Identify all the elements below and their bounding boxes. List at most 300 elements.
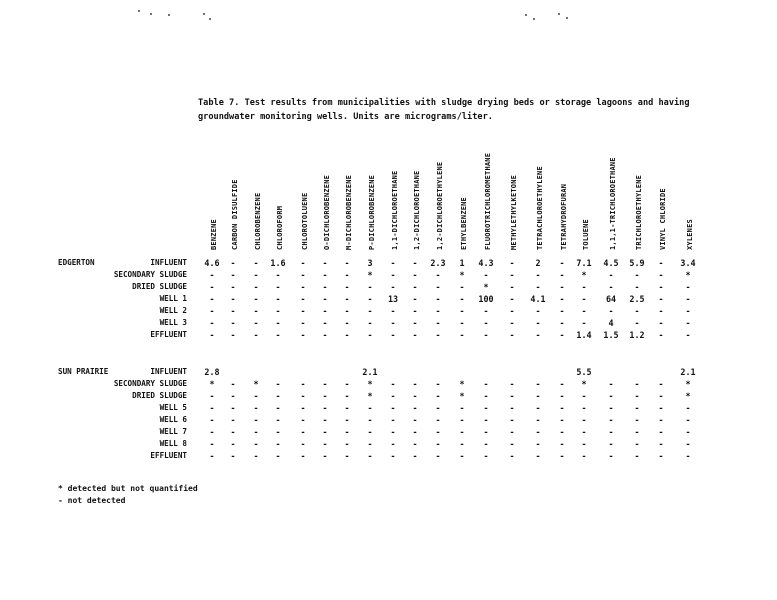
table-cell: - xyxy=(535,379,541,389)
table-cell: - xyxy=(322,403,328,413)
column-header: 1,2-DICHLOROETHYLENE xyxy=(436,161,444,250)
table-cell: - xyxy=(658,282,664,292)
table-cell: 1.6 xyxy=(270,258,286,268)
table-cell: - xyxy=(608,415,614,425)
table-cell: - xyxy=(559,415,565,425)
table-cell: - xyxy=(209,318,215,328)
column-header: ETHYLBENZENE xyxy=(460,197,468,250)
table-cell: - xyxy=(685,294,691,304)
table-cell: - xyxy=(459,306,465,316)
table-cell: - xyxy=(535,403,541,413)
table-cell: 1.5 xyxy=(603,330,619,340)
table-cell: 5.5 xyxy=(576,367,592,377)
table-cell: 100 xyxy=(478,294,494,304)
table-cell: - xyxy=(608,439,614,449)
table-cell: - xyxy=(300,306,306,316)
table-cell: - xyxy=(581,318,587,328)
table-cell: - xyxy=(209,270,215,280)
table-cell: - xyxy=(412,391,418,401)
table-cell: - xyxy=(209,403,215,413)
table-cell: - xyxy=(322,391,328,401)
table-cell: - xyxy=(300,391,306,401)
table-cell: - xyxy=(300,403,306,413)
table-cell: - xyxy=(535,415,541,425)
table-cell: - xyxy=(658,403,664,413)
table-cell: 3 xyxy=(367,258,373,268)
table-cell: - xyxy=(300,282,306,292)
table-cell: - xyxy=(300,258,306,268)
table-cell: - xyxy=(483,451,489,461)
table-cell: - xyxy=(608,427,614,437)
table-cell: - xyxy=(581,306,587,316)
table-cell: - xyxy=(435,451,441,461)
table-cell: - xyxy=(275,294,281,304)
table-cell: 2.8 xyxy=(204,367,220,377)
table-cell: - xyxy=(230,294,236,304)
table-cell: - xyxy=(412,379,418,389)
table-cell: - xyxy=(253,439,259,449)
table-cell: - xyxy=(658,258,664,268)
table-cell: - xyxy=(459,403,465,413)
table-cell: - xyxy=(253,270,259,280)
table-cell: * xyxy=(459,379,465,389)
table-cell: - xyxy=(483,379,489,389)
table-cell: - xyxy=(483,403,489,413)
table-cell: - xyxy=(581,451,587,461)
column-header: 1,1,1-TRICHLOROETHANE xyxy=(609,157,617,250)
table-cell: - xyxy=(300,451,306,461)
table-cell: - xyxy=(559,439,565,449)
row-label: EFFLUENT xyxy=(150,330,187,339)
caption-line-1: Table 7. Test results from municipalities with sludge drying beds or storage lagoons and having xyxy=(198,98,690,108)
table-cell: - xyxy=(367,330,373,340)
table-cell: - xyxy=(344,391,350,401)
table-cell: - xyxy=(230,270,236,280)
table-cell: - xyxy=(634,427,640,437)
table-cell: - xyxy=(390,403,396,413)
table-cell: - xyxy=(435,379,441,389)
table-cell: - xyxy=(300,439,306,449)
table-cell: - xyxy=(459,330,465,340)
table-cell: - xyxy=(344,427,350,437)
table-cell: - xyxy=(435,439,441,449)
table-cell: - xyxy=(658,427,664,437)
table-cell: - xyxy=(412,330,418,340)
table-cell: - xyxy=(230,403,236,413)
row-label: SECONDARY SLUDGE xyxy=(113,379,187,388)
table-cell: - xyxy=(253,282,259,292)
table-cell: - xyxy=(344,379,350,389)
table-cell: - xyxy=(253,391,259,401)
table-cell: - xyxy=(344,258,350,268)
table-cell: - xyxy=(367,403,373,413)
row-label: WELL 6 xyxy=(159,415,187,424)
row-label: DRIED SLUDGE xyxy=(132,391,187,400)
table-cell: - xyxy=(367,318,373,328)
table-cell: - xyxy=(209,294,215,304)
row-label: SECONDARY SLUDGE xyxy=(113,270,187,279)
table-cell: - xyxy=(390,451,396,461)
table-cell: - xyxy=(412,318,418,328)
table-cell: - xyxy=(658,451,664,461)
table-cell: - xyxy=(608,451,614,461)
table-cell: 4 xyxy=(608,318,614,328)
table-cell: - xyxy=(658,391,664,401)
table-cell: - xyxy=(275,391,281,401)
table-cell: * xyxy=(581,379,587,389)
table-cell: - xyxy=(634,282,640,292)
row-label: WELL 5 xyxy=(159,403,187,412)
table-cell: - xyxy=(390,330,396,340)
table-cell: * xyxy=(581,270,587,280)
table-cell: - xyxy=(435,330,441,340)
table-cell: - xyxy=(459,318,465,328)
table-cell: - xyxy=(459,294,465,304)
table-cell: - xyxy=(322,270,328,280)
table-cell: - xyxy=(253,330,259,340)
table-cell: 64 xyxy=(605,294,617,304)
table-cell: - xyxy=(608,306,614,316)
table-cell: - xyxy=(509,427,515,437)
table-cell: - xyxy=(412,270,418,280)
column-header: TETRAHYDROFURAN xyxy=(560,183,568,250)
table-cell: - xyxy=(253,427,259,437)
table-cell: - xyxy=(390,258,396,268)
table-cell: - xyxy=(275,282,281,292)
table-cell: * xyxy=(685,391,691,401)
row-label: DRIED SLUDGE xyxy=(132,282,187,291)
table-cell: - xyxy=(253,451,259,461)
table-cell: - xyxy=(559,294,565,304)
table-cell: - xyxy=(322,439,328,449)
table-cell: 1.4 xyxy=(576,330,592,340)
table-cell: - xyxy=(275,270,281,280)
table-cell: - xyxy=(412,439,418,449)
table-cell: - xyxy=(367,306,373,316)
table-cell: - xyxy=(367,427,373,437)
table-cell: - xyxy=(634,439,640,449)
table-cell: - xyxy=(300,427,306,437)
row-label: WELL 7 xyxy=(159,427,187,436)
table-cell: - xyxy=(412,258,418,268)
table-cell: - xyxy=(275,318,281,328)
table-cell: - xyxy=(634,318,640,328)
table-cell: - xyxy=(459,282,465,292)
table-cell: - xyxy=(435,306,441,316)
table-cell: 1 xyxy=(459,258,465,268)
table-cell: - xyxy=(209,330,215,340)
table-cell: - xyxy=(535,282,541,292)
table-cell: - xyxy=(390,427,396,437)
table-cell: - xyxy=(634,451,640,461)
table-cell: - xyxy=(390,282,396,292)
table-cell: - xyxy=(509,439,515,449)
row-label: WELL 1 xyxy=(159,294,187,303)
table-cell: 13 xyxy=(387,294,399,304)
table-cell: - xyxy=(634,270,640,280)
table-cell: - xyxy=(209,415,215,425)
table-cell: - xyxy=(608,282,614,292)
column-header: VINYL CHLORIDE xyxy=(659,188,667,250)
table-cell: - xyxy=(275,403,281,413)
table-cell: - xyxy=(367,451,373,461)
table-cell: 1.2 xyxy=(629,330,645,340)
table-cell: - xyxy=(209,306,215,316)
table-cell: - xyxy=(634,379,640,389)
table-cell: - xyxy=(509,415,515,425)
table-cell: * xyxy=(209,379,215,389)
table-cell: - xyxy=(559,282,565,292)
table-cell: - xyxy=(435,270,441,280)
municipality-name: SUN PRAIRIE xyxy=(58,367,109,376)
table-cell: - xyxy=(608,270,614,280)
table-cell: - xyxy=(685,451,691,461)
table-cell: - xyxy=(685,415,691,425)
table-cell: - xyxy=(230,439,236,449)
table-cell: 2.1 xyxy=(680,367,696,377)
column-header: 1,2-DICHLOROETHANE xyxy=(413,170,421,250)
table-cell: - xyxy=(253,403,259,413)
table-cell: - xyxy=(300,270,306,280)
table-cell: - xyxy=(459,439,465,449)
table-cell: * xyxy=(483,282,489,292)
table-cell: - xyxy=(412,427,418,437)
table-cell: - xyxy=(322,451,328,461)
table-cell: - xyxy=(509,379,515,389)
table-cell: - xyxy=(209,439,215,449)
column-header: XYLENES xyxy=(686,219,694,250)
table-cell: - xyxy=(230,330,236,340)
table-cell: - xyxy=(559,330,565,340)
table-cell: - xyxy=(230,415,236,425)
table-cell: - xyxy=(344,270,350,280)
table-cell: - xyxy=(275,306,281,316)
table-cell: - xyxy=(300,330,306,340)
table-cell: - xyxy=(209,282,215,292)
table-cell: - xyxy=(509,294,515,304)
column-header: FLUOROTRICHLOROMETHANE xyxy=(484,152,492,250)
table-cell: - xyxy=(581,391,587,401)
table-cell: - xyxy=(230,306,236,316)
table-cell: - xyxy=(300,415,306,425)
table-cell: - xyxy=(344,294,350,304)
table-cell: - xyxy=(300,318,306,328)
column-header: TETRACHLOROETHYLENE xyxy=(536,166,544,250)
table-cell: - xyxy=(483,330,489,340)
table-cell: - xyxy=(559,379,565,389)
table-cell: - xyxy=(535,439,541,449)
table-cell: * xyxy=(685,270,691,280)
table-cell: - xyxy=(322,258,328,268)
table-cell: - xyxy=(483,270,489,280)
table-cell: - xyxy=(658,415,664,425)
table-cell: - xyxy=(344,282,350,292)
table-cell: - xyxy=(483,439,489,449)
table-cell: - xyxy=(559,451,565,461)
municipality-name: EDGERTON xyxy=(58,258,95,267)
table-cell: - xyxy=(685,330,691,340)
table-cell: 5.9 xyxy=(629,258,645,268)
table-cell: - xyxy=(581,294,587,304)
table-cell: * xyxy=(459,391,465,401)
caption-line-2: groundwater monitoring wells. Units are micrograms/liter. xyxy=(198,112,493,122)
table-cell: - xyxy=(608,403,614,413)
table-cell: 2 xyxy=(535,258,541,268)
table-cell: - xyxy=(412,415,418,425)
table-cell: - xyxy=(435,415,441,425)
column-header: CHLOROBENZENE xyxy=(254,192,262,250)
table-cell: - xyxy=(322,415,328,425)
table-cell: - xyxy=(253,306,259,316)
table-cell: - xyxy=(658,270,664,280)
table-cell: - xyxy=(509,403,515,413)
table-cell: - xyxy=(390,306,396,316)
column-header: CHLOROFORM xyxy=(276,205,284,250)
table-cell: - xyxy=(230,282,236,292)
table-cell: - xyxy=(209,451,215,461)
table-cell: - xyxy=(581,403,587,413)
table-cell: - xyxy=(253,318,259,328)
table-cell: - xyxy=(275,330,281,340)
table-cell: - xyxy=(230,318,236,328)
table-cell: - xyxy=(322,282,328,292)
table-cell: - xyxy=(559,391,565,401)
table-cell: - xyxy=(559,427,565,437)
table-cell: - xyxy=(435,427,441,437)
table-cell: - xyxy=(390,415,396,425)
table-cell: - xyxy=(344,451,350,461)
table-cell: - xyxy=(581,439,587,449)
table-cell: - xyxy=(230,379,236,389)
table-cell: - xyxy=(658,306,664,316)
table-cell: - xyxy=(658,318,664,328)
table-cell: - xyxy=(509,318,515,328)
table-cell: - xyxy=(275,427,281,437)
table-cell: * xyxy=(367,379,373,389)
row-label: INFLUENT xyxy=(150,258,187,267)
column-header: TRICHLOROETHYLENE xyxy=(635,174,643,250)
table-cell: - xyxy=(483,427,489,437)
table-cell: - xyxy=(634,403,640,413)
table-cell: - xyxy=(685,439,691,449)
table-cell: - xyxy=(608,391,614,401)
table-cell: - xyxy=(322,318,328,328)
row-label: EFFLUENT xyxy=(150,451,187,460)
table-cell: - xyxy=(230,258,236,268)
table-cell: - xyxy=(367,415,373,425)
table-cell: - xyxy=(390,270,396,280)
table-cell: - xyxy=(344,439,350,449)
table-cell: - xyxy=(509,391,515,401)
table-cell: - xyxy=(535,270,541,280)
column-header: P-DICHLOROBENZENE xyxy=(368,174,376,250)
table-cell: - xyxy=(483,306,489,316)
table-cell: 4.3 xyxy=(478,258,494,268)
row-label: WELL 8 xyxy=(159,439,187,448)
column-header: BENZENE xyxy=(210,219,218,250)
table-cell: * xyxy=(367,270,373,280)
table-cell: - xyxy=(322,306,328,316)
table-cell: * xyxy=(253,379,259,389)
table-cell: - xyxy=(275,379,281,389)
table-cell: 3.4 xyxy=(680,258,696,268)
table-cell: - xyxy=(509,282,515,292)
table-cell: - xyxy=(435,294,441,304)
table-cell: - xyxy=(559,270,565,280)
table-cell: - xyxy=(412,451,418,461)
table-cell: 2.3 xyxy=(430,258,446,268)
table-cell: - xyxy=(685,427,691,437)
table-cell: - xyxy=(509,258,515,268)
table-cell: - xyxy=(367,439,373,449)
table-cell: - xyxy=(685,318,691,328)
table-cell: - xyxy=(559,403,565,413)
table-cell: - xyxy=(209,391,215,401)
table-cell: - xyxy=(658,294,664,304)
table-cell: - xyxy=(634,306,640,316)
table-cell: 4.5 xyxy=(603,258,619,268)
table-cell: - xyxy=(322,427,328,437)
table-cell: - xyxy=(344,415,350,425)
table-cell: - xyxy=(435,282,441,292)
table-cell: - xyxy=(483,415,489,425)
table-cell: - xyxy=(230,427,236,437)
table-cell: - xyxy=(367,282,373,292)
table-cell: - xyxy=(658,439,664,449)
table-cell: - xyxy=(300,294,306,304)
table-cell: - xyxy=(344,306,350,316)
table-cell: - xyxy=(459,415,465,425)
row-label: WELL 3 xyxy=(159,318,187,327)
column-header: 1,1-DICHLOROETHANE xyxy=(391,170,399,250)
table-cell: - xyxy=(390,318,396,328)
table-cell: - xyxy=(634,415,640,425)
column-header: CHLOROTOLUENE xyxy=(301,192,309,250)
column-header: M-DICHLOROBENZENE xyxy=(345,174,353,250)
table-cell: - xyxy=(412,282,418,292)
table-cell: - xyxy=(658,379,664,389)
table-cell: - xyxy=(344,330,350,340)
table-cell: - xyxy=(275,415,281,425)
table-cell: - xyxy=(253,258,259,268)
table-cell: - xyxy=(685,403,691,413)
footnote-dash: - not detected xyxy=(58,496,126,505)
table-cell: - xyxy=(535,391,541,401)
table-cell: - xyxy=(390,391,396,401)
table-cell: - xyxy=(535,306,541,316)
table-cell: - xyxy=(390,439,396,449)
table-cell: - xyxy=(634,391,640,401)
table-cell: 2.5 xyxy=(629,294,645,304)
table-cell: - xyxy=(253,294,259,304)
table-cell: - xyxy=(559,258,565,268)
column-header: CARBON DISULFIDE xyxy=(231,179,239,250)
table-cell: - xyxy=(322,330,328,340)
row-label: INFLUENT xyxy=(150,367,187,376)
row-label: WELL 2 xyxy=(159,306,187,315)
table-cell: - xyxy=(535,330,541,340)
table-cell: - xyxy=(535,318,541,328)
table-cell: - xyxy=(509,330,515,340)
table-cell: - xyxy=(209,427,215,437)
table-cell: - xyxy=(322,379,328,389)
table-cell: - xyxy=(608,379,614,389)
table-cell: * xyxy=(685,379,691,389)
table-cell: - xyxy=(509,306,515,316)
table-cell: - xyxy=(275,451,281,461)
table-cell: - xyxy=(658,330,664,340)
table-cell: - xyxy=(435,318,441,328)
